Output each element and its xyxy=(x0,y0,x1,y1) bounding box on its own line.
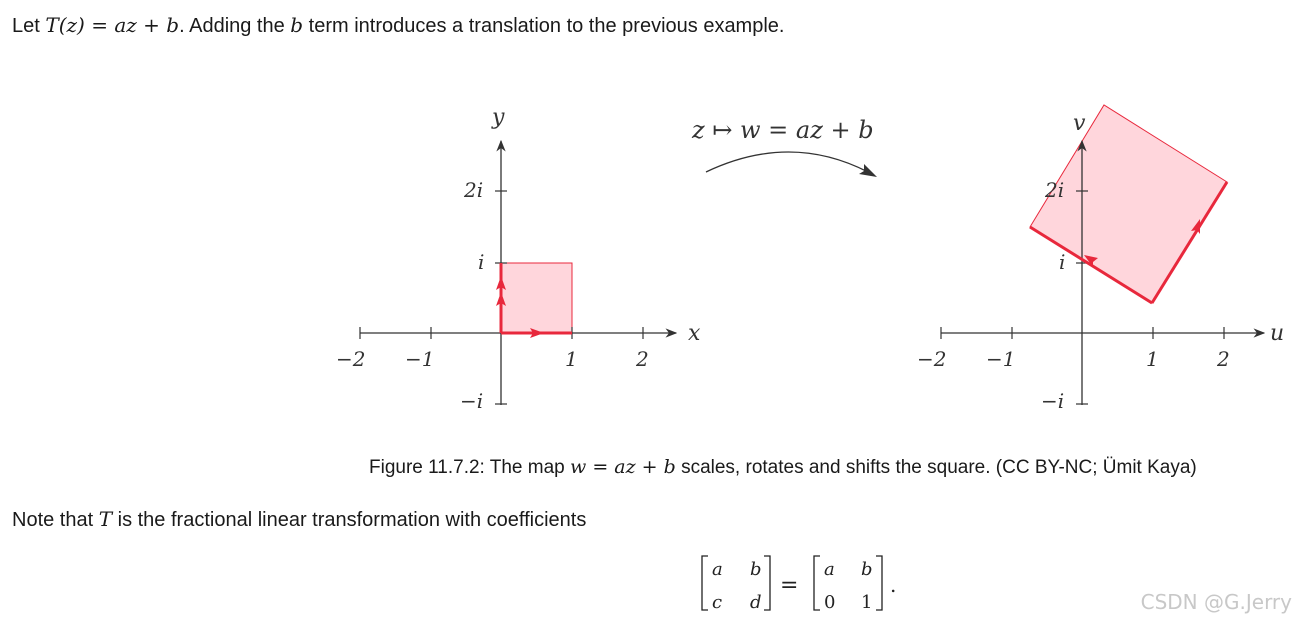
right-y-axis-label: v xyxy=(1073,111,1086,136)
right-matrix-1: 1 xyxy=(861,592,873,613)
map-arrow-head xyxy=(859,164,877,177)
note-text-2: is the fractional linear transformation with coefficients xyxy=(112,509,587,531)
right-matrix-a: a xyxy=(824,559,835,580)
left-x-axis-label: x xyxy=(688,321,701,346)
right-tick-label-x-2: 2 xyxy=(1217,347,1230,371)
right-tick-label-x-m1: −1 xyxy=(986,347,1016,371)
left-matrix-a: a xyxy=(712,559,723,580)
note-math-T: T xyxy=(98,507,113,531)
caption-text-1: Figure 11.7.2: The map xyxy=(369,457,571,478)
left-matrix-d: d xyxy=(750,592,762,613)
right-matrix-bracket-close xyxy=(876,556,882,610)
math-equals: = xyxy=(84,13,115,37)
left-tick-label-x-m1: −1 xyxy=(405,347,435,371)
right-tick-label-x-1: 1 xyxy=(1146,347,1159,371)
intro-text-3: term introduces a translation to the previous example. xyxy=(303,15,785,37)
right-tick-label-y-2i: 2i xyxy=(1045,178,1065,202)
intro-paragraph xyxy=(12,12,784,39)
math-b: b xyxy=(166,13,180,37)
caption-math: w = az + b xyxy=(570,456,676,478)
math-b-term: b xyxy=(290,13,304,37)
figure-map-diagram xyxy=(0,90,1296,430)
left-y-axis-label: y xyxy=(492,105,505,130)
left-tick-label-y-2i: 2i xyxy=(464,178,484,202)
right-tick-label-y-i: i xyxy=(1059,250,1066,274)
left-matrix-c: c xyxy=(712,592,723,613)
left-matrix-b: b xyxy=(750,559,762,580)
left-matrix-bracket-open xyxy=(702,556,708,610)
note-paragraph xyxy=(12,506,586,533)
note-text-1: Note that xyxy=(12,509,99,531)
math-az: az xyxy=(114,13,137,37)
watermark: CSDN @G.Jerry xyxy=(1140,590,1292,614)
map-label: z ↦ w = az + b xyxy=(692,116,874,144)
right-plot xyxy=(917,105,1284,413)
map-arrow-group xyxy=(691,116,877,177)
map-curved-arrow xyxy=(706,152,868,172)
matrix-equation xyxy=(700,552,940,616)
left-tick-label-y-mi: −i xyxy=(460,389,484,413)
left-matrix-bracket-close xyxy=(764,556,770,610)
left-square-fill xyxy=(501,263,572,333)
intro-text-2: . Adding the xyxy=(179,15,291,37)
math-plus: + xyxy=(136,13,167,37)
right-x-axis-label: u xyxy=(1270,321,1285,346)
left-tick-label-x-1: 1 xyxy=(565,347,578,371)
right-matrix-0: 0 xyxy=(824,592,836,613)
matrix-equals: = xyxy=(780,573,799,598)
matrix-period: . xyxy=(890,573,897,597)
right-matrix-b: b xyxy=(861,559,873,580)
left-tick-label-x-m2: −2 xyxy=(336,347,366,371)
left-tick-label-y-i: i xyxy=(478,250,485,274)
left-plot xyxy=(336,105,701,413)
right-matrix-bracket-open xyxy=(814,556,820,610)
intro-text-1: Let xyxy=(12,15,46,37)
right-tick-label-x-m2: −2 xyxy=(917,347,947,371)
math-T-of-z: T(z) xyxy=(45,13,85,37)
right-tick-label-y-mi: −i xyxy=(1041,389,1065,413)
caption-text-2: scales, rotates and shifts the square. (CC BY-NC; Ümit Kaya) xyxy=(675,457,1197,478)
left-tick-label-x-2: 2 xyxy=(636,347,649,371)
figure-caption xyxy=(369,456,1197,479)
